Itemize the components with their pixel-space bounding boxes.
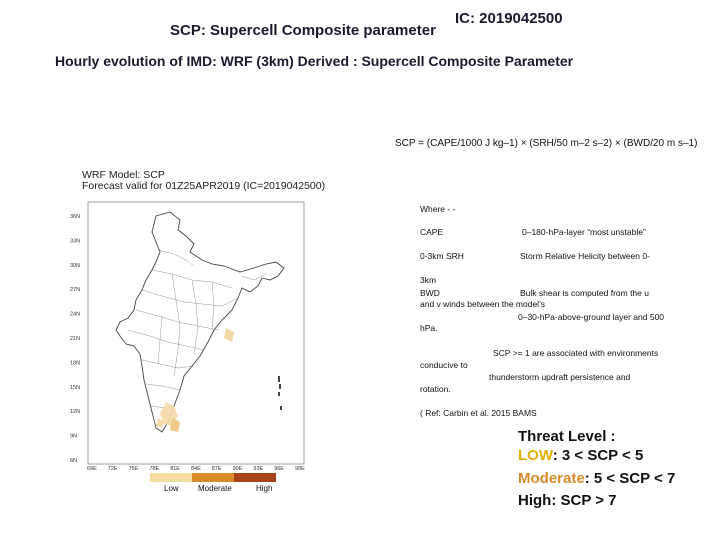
threat-moderate-row — [518, 469, 675, 488]
legend-low-swatch — [150, 473, 192, 482]
lat-label: 24N — [70, 311, 81, 318]
lon-label: 90E — [232, 466, 243, 472]
scp-note-2: conducive to — [420, 360, 468, 370]
cape-definition: 0–180-hPa-layer “most unstable” — [522, 227, 646, 237]
cape-term: CAPE — [420, 227, 444, 237]
bwd-definition-1: Bulk shear is computed from the u — [520, 288, 649, 298]
lon-label: 96E — [274, 466, 284, 472]
scp-note-1: SCP >= 1 are associated with environments — [493, 348, 659, 358]
latitude-labels — [70, 214, 80, 464]
threat-moderate-range: : 5 < SCP < 7 — [584, 470, 676, 487]
lat-label: 21N — [70, 336, 81, 342]
bwd-term: BWD — [420, 288, 440, 298]
bwd-definition-3: 0–30-hPa-above-ground layer and 500 — [518, 312, 665, 322]
legend-moderate-label: Moderate — [198, 484, 232, 493]
srh-definition: Storm Relative Helicity between 0- — [520, 251, 650, 261]
map-title-line2: Forecast valid for 01Z25APR2019 (IC=2019042500) — [82, 180, 326, 192]
threat-low-label: LOW — [518, 447, 553, 464]
lat-label: 18N — [70, 360, 81, 367]
legend-high-swatch — [234, 473, 276, 482]
map-legend-bar — [150, 473, 276, 482]
longitude-labels — [87, 466, 305, 472]
india-scp-map — [62, 170, 322, 500]
bwd-definition-4: hPa. — [420, 323, 438, 333]
lat-label: 12N — [70, 409, 81, 416]
lat-label: 9N — [70, 433, 78, 440]
lon-label: 72E — [107, 466, 118, 472]
legend-high-label: High — [256, 484, 273, 493]
threat-high-label: High — [518, 492, 552, 509]
lat-label: 15N — [70, 384, 81, 391]
lon-label: 75E — [128, 466, 139, 472]
srh-term: 0-3km SRH — [420, 251, 464, 261]
scp-note-3: thunderstorm updraft persistence and — [489, 372, 631, 382]
lon-label: 84E — [191, 466, 201, 472]
threat-low-range: : 3 < SCP < 5 — [552, 447, 644, 464]
ic-label: IC: 2019042500 — [455, 10, 563, 27]
map-title-line1: WRF Model: SCP — [82, 169, 165, 181]
threat-heading: Threat Level : — [518, 428, 616, 445]
lon-label: 69E — [87, 466, 97, 472]
scp-note-4: rotation. — [420, 384, 451, 394]
bwd-definition-2: and v winds between the model’s — [420, 299, 546, 309]
lat-label: 36N — [70, 214, 81, 220]
scp-formula: SCP = (CAPE/1000 J kg–1) × (SRH/50 m–2 s–2) × (BWD/20 m s–1) — [395, 138, 698, 149]
lat-label: 27N — [70, 287, 81, 294]
reference-text: ( Ref: Carbin et al. 2015 BAMS — [420, 408, 537, 418]
legend-low-label: Low — [164, 484, 179, 493]
lat-label: 30N — [70, 262, 81, 269]
threat-high-row — [518, 491, 617, 510]
threat-high-range: : SCP > 7 — [551, 492, 617, 509]
lon-label: 93E — [253, 466, 264, 472]
threat-low-row — [518, 446, 643, 465]
lat-label: 6N — [70, 458, 78, 464]
lon-label: 81E — [170, 466, 180, 472]
page-title: SCP: Supercell Composite parameter — [170, 22, 436, 39]
where-label: Where - - — [420, 204, 456, 214]
scp-map-panel — [62, 169, 326, 500]
page-subtitle: Hourly evolution of IMD: WRF (3km) Derived : Supercell Composite Parameter — [55, 53, 574, 69]
srh-continuation: 3km — [420, 275, 437, 285]
threat-moderate-label: Moderate — [518, 470, 585, 487]
lon-label: 87E — [211, 466, 222, 472]
lon-label: 78E — [149, 466, 160, 472]
lat-label: 33N — [70, 238, 81, 245]
legend-moderate-swatch — [192, 473, 234, 482]
lon-label: 99E — [295, 466, 305, 472]
